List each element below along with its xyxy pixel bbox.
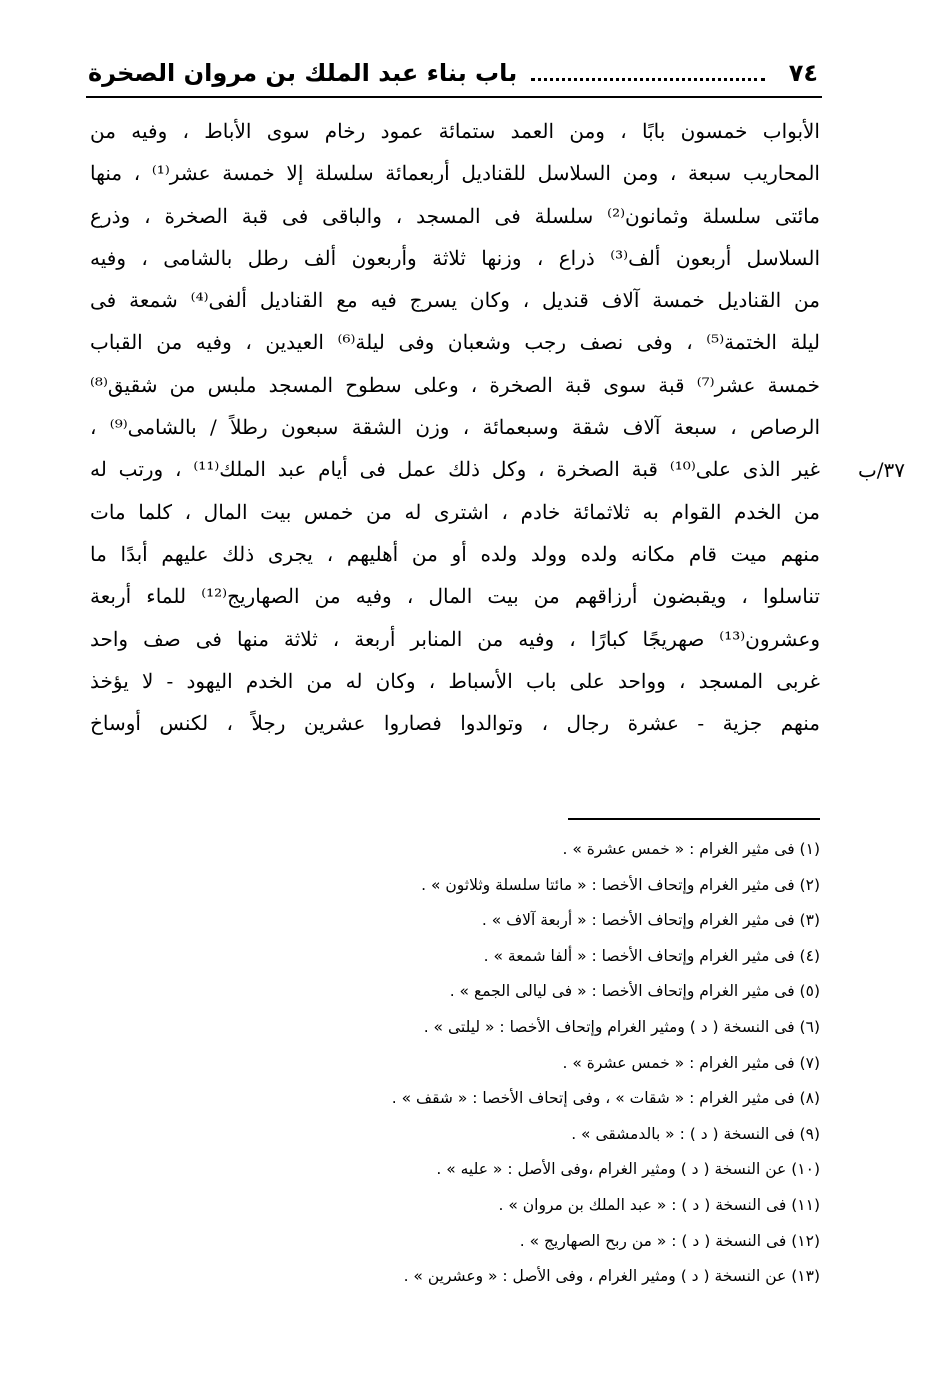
footnote: (١٠) عن النسخة ( د ) ومثير الغرام ،وفى الأصل : « عليه » . [436, 1160, 820, 1179]
folio-margin-note: ٣٧/ب [857, 458, 905, 482]
footnote: (٥) فى مثير الغرام وإتحاف الأخصا : « فى ليالى الجمع » . [449, 982, 820, 1001]
text-line: مائتى سلسلة وثمانون⁽²⁾ سلسلة فى المسجد ، والباقى فى قبة الصخرة ، وذرع [90, 203, 820, 228]
text-line: تناسلوا ، ويقبضون أرزاقهم من بيت المال ، وفيه من الصهاريج⁽¹²⁾ للماء أربعة [90, 584, 820, 609]
text-line: وعشرون⁽¹³⁾ صهريجًا كبارًا ، وفيه من المنابر أربعة ، ثلاثة منها فى صف واحد [90, 626, 820, 651]
text-line: خمسة عشر⁽⁷⁾ قبة سوى قبة الصخرة ، وعلى سطوح المسجد ملبس من شقيق⁽⁸⁾ [90, 372, 820, 397]
chapter-title: باب بناء عبد الملك بن مروان الصخرة [88, 59, 518, 87]
footnote: (١) فى مثير الغرام : « خمس عشرة » . [562, 840, 820, 858]
text-line: السلاسل أربعون ألف⁽³⁾ ذراع ، وزنها ثلاثة وأربعون ألف رطل بالشامى ، وفيه [90, 245, 820, 270]
text-line: من القناديل خمسة آلاف قنديل ، وكان يسرج فيه مع القناديل ألفى⁽⁴⁾ شمعة فى [90, 288, 820, 313]
footnote: (١٣) عن النسخة ( د ) ومثير الغرام ، وفى الأصل : « وعشرين » . [403, 1267, 820, 1286]
footnote-rule [568, 818, 820, 820]
footnote: (٦) فى النسخة ( د ) ومثير الغرام وإتحاف الأخصا : « ليلتى » . [423, 1017, 820, 1036]
running-header [88, 52, 818, 94]
text-line: منهم ميت قام مكانه ولده وولد ولده أو من أهليهم ، يجرى ذلك عليهم أبدًا ما [90, 541, 820, 566]
footnote: (١٢) فى النسخة ( د ) : « من ربح الصهاريج » . [519, 1231, 820, 1250]
footnote: (٣) فى مثير الغرام وإتحاف الأخصا : « أربعة آلاف » . [481, 911, 820, 930]
text-line: الرصاص ، سبعة آلاف شقة وسبعمائة ، وزن الشقة سبعون رطلاً / بالشامى⁽⁹⁾ ، [90, 415, 820, 440]
text-line: من الخدم القوام به ثلاثمائة خادم ، اشترى له من خمس بيت المال ، كلما مات [90, 499, 820, 524]
footnote: (٢) فى مثير الغرام وإتحاف الأخصا : « مائتا سلسلة وثلاثون » . [421, 875, 820, 894]
footnote: (٤) فى مثير الغرام وإتحاف الأخصا : « ألفا شمعة » . [483, 946, 820, 965]
text-line: منهم جزية - عشرة رجال ، وتوالدوا فصاروا عشرين رجلاً ، لكنس أوساخ [90, 711, 820, 736]
body-text [90, 110, 820, 744]
footnote: (٨) فى مثير الغرام : « شقات » ، وفى إتحاف الأخصا : « شقف » . [391, 1089, 820, 1108]
footnote: (١١) فى النسخة ( د ) : « عبد الملك بن مروان » . [498, 1195, 820, 1214]
text-line: ليلة الختمة⁽⁵⁾ ، وفى نصف رجب وشعبان وفى ليلة⁽⁶⁾ العيدين ، وفيه من القباب [90, 330, 820, 355]
text-line: الأبواب خمسون بابًا ، ومن العمد ستمائة عمود رخام سوى الأباط ، وفيه من [90, 119, 820, 143]
footnote: (٧) فى مثير الغرام : « خمس عشرة » . [562, 1053, 820, 1072]
footnotes [200, 832, 820, 1295]
text-line: غربى المسجد ، وواحد على باب الأسباط ، وكان له من الخدم اليهود - لا يؤخذ [90, 668, 820, 693]
header-rule [86, 96, 822, 98]
text-line: المحاريب سبعة ، ومن السلاسل للقناديل أربعمائة سلسلة إلا خمسة عشر⁽¹⁾ ، منها [90, 161, 820, 186]
page-number: ٧٤ [788, 59, 818, 87]
header-dotted-leader [531, 78, 765, 81]
text-line: غير الذى على⁽¹⁰⁾ قبة الصخرة ، وكل ذلك عمل فى أيام عبد الملك⁽¹¹⁾ ، ورتب له [90, 457, 820, 482]
footnote: (٩) فى النسخة ( د ) : « بالدمشقى » . [571, 1124, 820, 1143]
